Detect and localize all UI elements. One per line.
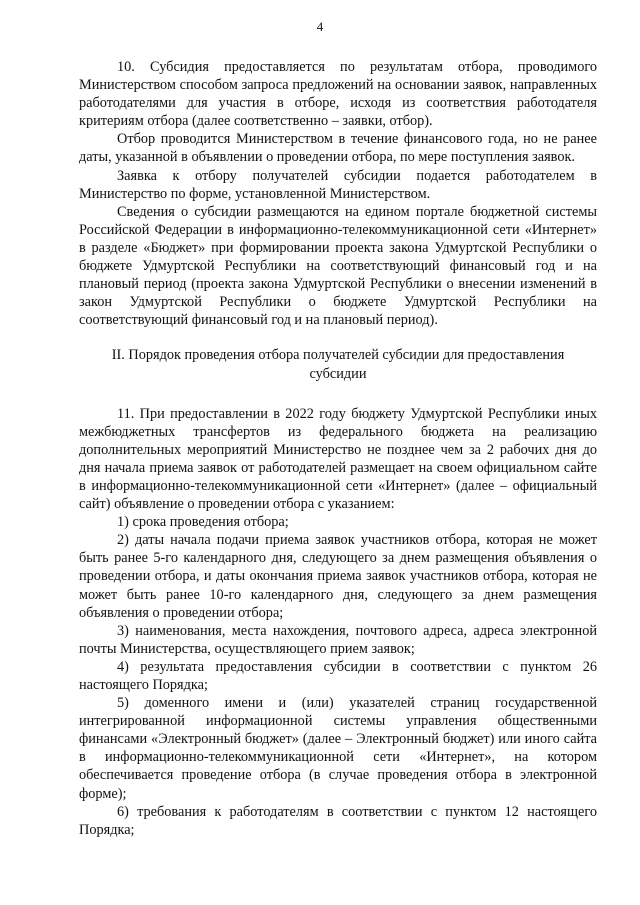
list-item-5: 5) доменного имени и (или) указателей страниц государственной интегрированной информационной системы управления общественными финансами «Электронный бюджет» (далее – Электронный бюджет) или иного сайта в информационно-телекоммуникационной сети «Интернет», на котором обеспечивается проведение отбора (в случае проведения отбора в электронной форме);: [79, 695, 597, 802]
list-item-4: 4) результата предоставления субсидии в соответствии с пунктом 26 настоящего Порядка;: [79, 658, 597, 693]
paragraph-10: 10. Субсидия предоставляется по результатам отбора, проводимого Министерством способом запроса предложений на основании заявок, направленных работодателями для участия в отборе, исходя из соответствия работодателя критериям отбора (далее соответственно – заявки, отбор).: [79, 59, 597, 130]
section-heading-line-1: II. Порядок проведения отбора получателей субсидии для предоставления: [111, 347, 565, 364]
list-item-6: 6) требования к работодателям в соответствии с пунктом 12 настоящего Порядка;: [79, 803, 597, 838]
paragraph-11: 11. При предоставлении в 2022 году бюджету Удмуртской Республики иных межбюджетных трансфертов из федерального бюджета на реализацию дополнительных мероприятий Министерство не позднее чем за 2 рабочих дня до дня начала приема заявок от работодателей размещает на своем официальном сайте в информационно-телекоммуникационной сети «Интернет» (далее – официальный сайт) объявление о проведении отбора с указанием:: [79, 405, 597, 513]
list-item-1: 1) срока проведения отбора;: [117, 514, 289, 531]
list-item-2: 2) даты начала подачи приема заявок участников отбора, которая не может быть ранее 5-го календарного дня, следующего за днем размещения объявления о проведении отбора, и даты окончания приема заявок участников отбора, которая не может быть ранее 10-го календарного дня, следующего за днем размещения объявления о проведении отбора;: [79, 532, 597, 621]
section-heading-line-2: субсидии: [309, 365, 367, 382]
paragraph-subsidy-info: Сведения о субсидии размещаются на едином портале бюджетной системы Российской Федерации в информационно-телекоммуникационной сети «Интернет» в разделе «Бюджет» при формировании проекта закона Удмуртской Республики о бюджете Удмуртской Республики на соответствующий финансовый год и на плановый период (проекта закона Удмуртской Республики о внесении изменений в закон Удмуртской Республики о бюджете Удмуртской Республики на соответствующий финансовый год и на плановый период).: [79, 203, 597, 329]
page-number: 4: [316, 19, 324, 34]
paragraph-selection-timing: Отбор проводится Министерством в течение финансового года, но не ранее даты, указанной в объявлении о проведении отбора, по мере поступления заявок.: [79, 131, 597, 166]
paragraph-application-form: Заявка к отбору получателей субсидии подается работодателем в Министерство по форме, установленной Министерством.: [79, 167, 597, 202]
list-item-3: 3) наименования, места нахождения, почтового адреса, адреса электронной почты Министерства, осуществляющего прием заявок;: [79, 622, 597, 657]
document-body: [79, 58, 597, 839]
